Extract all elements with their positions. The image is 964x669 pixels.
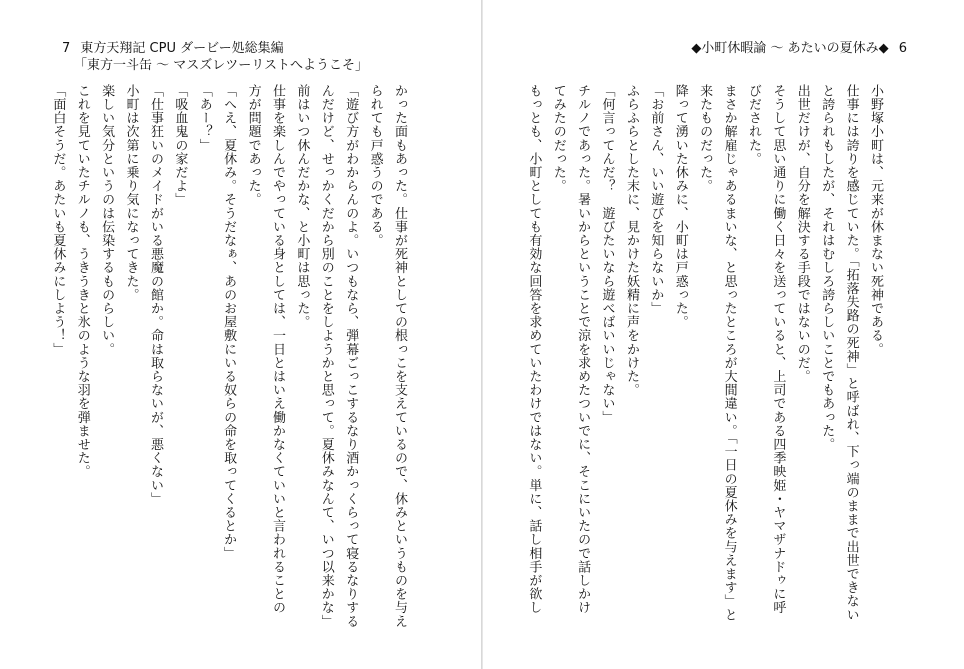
left-page-number: 7	[62, 41, 71, 56]
right-page	[482, 0, 964, 669]
text-line: びだされた。	[745, 84, 761, 166]
text-line: そうして思い通りに働く日々を送っていると、上司である四季映姫・ヤマザナドゥに呼	[770, 84, 786, 615]
text-line: 前はいつ休んだかな、と小町は思った。	[294, 84, 310, 329]
text-line: ふらふらとした末に、見かけた妖精に声をかけた。	[623, 84, 639, 397]
left-page-header	[62, 40, 368, 74]
text-line: 「遊び方がわからんのよ。いつもなら、弾幕ごっこするなり酒かっくらって寝るなりする	[343, 84, 359, 628]
text-line: 方が問題であった。	[245, 84, 261, 207]
text-line: 「お前さん、いい遊びを知らないか」	[648, 84, 664, 316]
text-line: まさか解雇じゃあるまいな、と思ったところが大間違い。「一日の夏休みを与えます」と	[721, 84, 737, 622]
text-line: んだけど、せっかくだから別のことをしようかと思って。夏休みなんて、いつ以来かな」	[318, 84, 334, 628]
text-line: 仕事には誇りを感じていた。「拓落失路の死神」と呼ばれ、下っ端のままで出世できない	[843, 84, 859, 622]
text-line: 小野塚小町は、元来が休まない死神である。	[868, 84, 883, 356]
text-line: 降って湧いた休みに、小町は戸惑った。	[672, 84, 688, 329]
text-line: と誇られもしたが、それはむしろ誇らしいことでもあった。	[819, 84, 835, 452]
right-page-number: 6	[898, 41, 907, 56]
left-page-body	[45, 84, 411, 628]
text-line: 来たものだった。	[697, 84, 713, 193]
right-page-header	[691, 40, 907, 57]
text-line: 「仕事狂いのメイドがいる悪魔の館か。命は取らないが、悪くない」	[147, 84, 163, 506]
text-line: 楽しい気分というのは伝染するものらしい。	[99, 84, 115, 356]
text-line: 小町は次第に乗り気になってきた。	[123, 84, 139, 302]
text-line: これを見ていたチルノも、うきうきと氷のような羽を弾ませた。	[74, 84, 90, 479]
text-line: 「吸血鬼の家だよ」	[172, 84, 188, 207]
text-line: もっとも、小町としても有効な回答を求めていたわけではない。単に、話し相手が欲し	[526, 84, 542, 615]
text-line: られても戸惑うのである。	[367, 84, 383, 248]
text-line: 「面白そうだ。あたいも夏休みにしよう！」	[50, 84, 66, 356]
text-line: てみたのだった。	[550, 84, 566, 193]
text-line: チルノであった。暑いからということで涼を求めたついでに、そこにいたので話しかけ	[575, 84, 591, 615]
chapter-title: ◆小町休暇論 ～ あたいの夏休み◆	[691, 41, 889, 56]
book-subtitle: 「東方一斗缶 ～ マスズレツーリストへようこそ」	[74, 58, 369, 73]
text-line: かった面もあった。仕事が死神としての根っこを支えているので、休みというものを与え	[392, 84, 407, 628]
text-line: 仕事を楽しんでやっている身としては、一日とはいえ働かなくていいと言われることの	[269, 84, 285, 615]
text-line: 「へえ、夏休み。そうだなぁ、あのお屋敷にいる奴らの命を取ってくるとか」	[221, 84, 237, 560]
text-line: 出世だけが、自分を解決する手段ではないのだ。	[794, 84, 810, 384]
text-line: 「あー？」	[196, 84, 212, 152]
right-page-body	[521, 84, 887, 624]
text-line: 「何言ってんだ？ 遊びたいなら遊べばいいじゃない」	[599, 84, 615, 424]
book-title: 東方天翔記 CPU ダービー処総集編	[80, 41, 284, 56]
